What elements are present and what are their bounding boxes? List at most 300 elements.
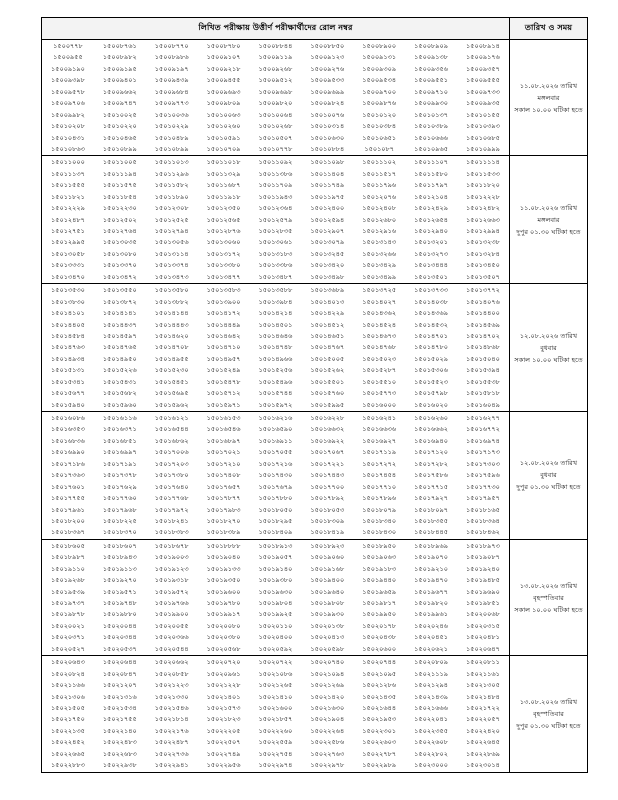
roll-number-row bbox=[42, 169, 509, 180]
roll-number-row bbox=[42, 308, 509, 319]
roll-number: ১৫০১৮২০০ bbox=[51, 516, 85, 525]
roll-number: ১৫০১৮৯৬৯ bbox=[414, 541, 448, 550]
roll-number: ১৫০১৪০২৭ bbox=[362, 297, 397, 306]
roll-number: ১৫০১৯৩৮০ bbox=[258, 576, 293, 585]
roll-number: ১৫০২১৬৩০ bbox=[310, 703, 345, 712]
roll-number: ১৫০২১২০৭ bbox=[102, 681, 137, 690]
roll-number: ১৫০১৪৭০৮ bbox=[154, 343, 189, 352]
session-day: বুধবার bbox=[540, 471, 557, 480]
roll-number: ১৫০১১৮৯০ bbox=[154, 192, 189, 201]
roll-number: ১৫০১৮০৫০ bbox=[258, 505, 293, 514]
roll-number: ১৫০১৮৩৮৩ bbox=[154, 528, 189, 537]
roll-number: ১৫০১২৩৬৪ bbox=[258, 204, 293, 213]
roll-number: ১৫০২২১৩৫ bbox=[51, 726, 85, 735]
roll-number: ১৫০১৪৮৬৮ bbox=[466, 343, 500, 352]
roll-number: ১৫০১২৯৯৫ bbox=[51, 238, 85, 247]
roll-number-row bbox=[42, 144, 509, 155]
roll-number: ১৫০১৫৯৬০ bbox=[102, 400, 137, 409]
roll-number: ১৫০১৬৬৩৬ bbox=[362, 425, 397, 434]
roll-number: ১৫০১৩২৪৫ bbox=[310, 249, 345, 258]
roll-number: ১৫০১৩৫০১ bbox=[414, 272, 448, 281]
roll-number: ১৫০১৪৪০৫ bbox=[51, 320, 85, 329]
roll-number: ১৫০১৬৫৪৬ bbox=[206, 425, 241, 434]
roll-number: ১৫০১৫২৮৭ bbox=[362, 366, 397, 375]
roll-number: ১৫০১৯৯৩০ bbox=[310, 610, 345, 619]
session-row bbox=[42, 156, 588, 284]
roll-number: ১৫০১৪৭৬৮ bbox=[362, 343, 397, 352]
roll-number: ১৫০২০০৬৮ bbox=[466, 610, 500, 619]
roll-number: ১৫০১৩১৮৩ bbox=[258, 249, 293, 258]
roll-number: ১৫০২২৩০১ bbox=[362, 726, 397, 735]
roll-number: ১৫০১৫৬৯৫ bbox=[154, 389, 189, 398]
session-date: ১১.০৮.২০২৬ তারিখ bbox=[519, 81, 578, 90]
roll-number-row bbox=[42, 669, 509, 680]
roll-number: ১৫০২২৯৪১ bbox=[154, 761, 189, 770]
roll-number: ১৫০১৭৪৩০ bbox=[258, 471, 293, 480]
roll-number: ১৫০১৬৫৪৪ bbox=[154, 425, 189, 434]
roll-number: ১৫০২০৩৮০ bbox=[206, 633, 241, 642]
roll-number: ১৫০১৩১৭২ bbox=[206, 249, 241, 258]
roll-number-row bbox=[42, 632, 509, 643]
roll-number-row bbox=[42, 87, 509, 98]
roll-number: ১৫০০৯১১৯ bbox=[258, 53, 293, 62]
roll-number: ১৫০১০১২০ bbox=[362, 110, 397, 119]
roll-number: ১৫০১৯৩৫০ bbox=[206, 576, 241, 585]
roll-number: ১৫০১৯১৪০ bbox=[258, 564, 293, 573]
roll-number: ১৫০১০৯৬৫ bbox=[414, 144, 448, 153]
roll-number: ১৫০১৮৯৭৩ bbox=[466, 541, 500, 550]
roll-number: ১৫০১৭৭১৫ bbox=[414, 482, 448, 491]
roll-number: ১৫০১৯১২৩ bbox=[154, 564, 189, 573]
roll-number: ১৫০১৩১৪৩ bbox=[362, 238, 397, 247]
roll-number-row bbox=[42, 516, 509, 527]
roll-number: ১৫০১৭০০৬ bbox=[154, 448, 189, 457]
roll-number: ১৫০১০০৬৩ bbox=[206, 110, 241, 119]
roll-number: ১৫০১৯৯২৫ bbox=[258, 610, 293, 619]
roll-number: ১৫০১০৩৮৯ bbox=[414, 122, 448, 131]
roll-number: ১৫০১৪৯৫০ bbox=[102, 354, 137, 363]
roll-number: ১৫০২০৪৩৮ bbox=[362, 633, 397, 642]
roll-number: ১৫০১৮৮৮৮ bbox=[206, 541, 241, 550]
roll-number: ১৫০১৪৫০১ bbox=[258, 320, 293, 329]
roll-number: ১৫০১৪১৪৪ bbox=[154, 309, 189, 318]
session-day: মঙ্গলবার bbox=[537, 215, 560, 224]
roll-number: ১৫০০৯৮২৪ bbox=[310, 99, 345, 108]
roll-number: ১৫০১০০৭৬ bbox=[310, 110, 345, 119]
roll-number: ১৫০২০৮৫৮ bbox=[154, 669, 189, 678]
roll-number-row bbox=[42, 365, 509, 376]
roll-number: ১৫০২০৭২২ bbox=[258, 658, 293, 667]
roll-number: ১৫০১৫৪৫১ bbox=[154, 377, 189, 386]
roll-number: ১৫০০৯৭০০ bbox=[362, 87, 397, 96]
roll-number: ১৫০১৩৯০০ bbox=[206, 297, 241, 306]
roll-number: ১৫০১৪৭০১ bbox=[414, 331, 448, 340]
roll-number-row bbox=[42, 388, 509, 399]
roll-number: ১৫০১৫৯৭১ bbox=[206, 400, 241, 409]
roll-number: ১৫০২০৭৪৪ bbox=[362, 658, 397, 667]
roll-number: ১৫০২১৩০৬ bbox=[51, 692, 85, 701]
roll-number: ১৫০১৫৬৭৭ bbox=[51, 389, 85, 398]
roll-number: ১৫০১৯৭৩৭ bbox=[51, 599, 85, 607]
roll-number: ১৫০১৭৮৭৭ bbox=[206, 494, 241, 503]
roll-number: ১৫০২২৭৫৪ bbox=[258, 749, 293, 758]
roll-number: ১৫০১৭৩৭৮ bbox=[102, 471, 137, 480]
roll-number: ১৫০২১৪৩৫ bbox=[362, 692, 397, 701]
roll-number: ১৫০২২৭৮৭ bbox=[362, 749, 397, 758]
roll-number: ১৫০১২৭৯৪ bbox=[154, 227, 189, 235]
roll-number: ১৫০১৫২৫৬ bbox=[258, 366, 293, 375]
roll-number: ১৫০১০২২০ bbox=[102, 122, 137, 131]
roll-number: ১৫০২১৮২৩ bbox=[206, 715, 241, 724]
roll-number: ১৫০১৭৮৯৬ bbox=[362, 494, 397, 503]
roll-number: ১৫০০৯৫৫৫ bbox=[466, 76, 500, 85]
roll-number: ১৫০১৭৯৮৩ bbox=[206, 505, 241, 514]
roll-number: ১৫০২০৭৪০ bbox=[310, 658, 345, 667]
roll-number: ১৫০১৪৯৫৭ bbox=[206, 354, 241, 363]
roll-number: ১৫০২০৪৮১ bbox=[466, 633, 500, 642]
roll-number: ১৫০১৩৩৭৪ bbox=[154, 261, 189, 270]
roll-number: ১৫০০৮৭৬১ bbox=[102, 42, 137, 50]
session-day: বৃহস্পতিবার bbox=[533, 593, 564, 602]
session-time: সকাল ১০.০০ ঘটিকা হতে bbox=[514, 355, 583, 364]
roll-number: ১৫০১১৫৮২ bbox=[154, 181, 189, 190]
session-time: দুপুর ০১.৩০ ঘটিকা হতে bbox=[516, 721, 581, 730]
roll-number-row bbox=[42, 692, 509, 703]
roll-number: ১৫০১৬২৬০ bbox=[414, 414, 448, 422]
roll-number: ১৫০১৩৪৭৭ bbox=[206, 272, 241, 281]
roll-number: ১৫০১৯১৩৩ bbox=[206, 564, 241, 573]
roll-number: ১৫০০৯৫১২ bbox=[258, 76, 293, 85]
session-day: বৃহস্পতিবার bbox=[533, 709, 564, 718]
roll-number: ১৫০২১৯৫৩ bbox=[362, 715, 397, 724]
roll-number: ১৫০২১২২৩ bbox=[154, 681, 189, 690]
roll-number: ১৫০১৬৯৯৭ bbox=[102, 448, 137, 457]
roll-number: ১৫০১১০৯৮ bbox=[310, 158, 345, 167]
roll-number-row bbox=[42, 98, 509, 109]
roll-number: ১৫০১৪১৭২ bbox=[206, 309, 241, 318]
roll-number: ১৫০২১৬৬৬ bbox=[414, 703, 448, 712]
roll-number: ১৫০১৮৯১৩ bbox=[258, 541, 293, 550]
roll-number-row bbox=[42, 400, 509, 411]
roll-number: ১৫০২১১৬৬ bbox=[51, 681, 85, 690]
roll-number: ১৫০১৫৩৪১ bbox=[51, 377, 85, 386]
roll-number: ১৫০১৪০১৩ bbox=[310, 297, 345, 306]
roll-number: ১৫০২১৪৮৪ bbox=[466, 692, 500, 701]
roll-number: ১৫০২১৪০১ bbox=[206, 692, 241, 701]
roll-number: ১৫০১৩৪৭৩ bbox=[154, 272, 189, 281]
roll-number: ১৫০২০১১০ bbox=[258, 621, 293, 630]
roll-number: ১৫০০৯৭৩৩ bbox=[466, 87, 500, 96]
roll-number: ১৫০০৯৮৭৬ bbox=[362, 99, 397, 108]
roll-number: ১৫০১৯৭৬৬ bbox=[154, 599, 189, 607]
roll-number: ১৫০১৯০৬৩ bbox=[362, 553, 397, 562]
roll-number: ১৫০১০৪৩১ bbox=[51, 133, 85, 142]
roll-number-row bbox=[42, 714, 509, 725]
roll-number: ১৫০১৭৭১০ bbox=[362, 482, 397, 491]
session-day: বুধবার bbox=[540, 343, 557, 352]
roll-number: ১৫০২২৪৮৩ bbox=[102, 738, 137, 747]
roll-number: ১৫০১৬২১৬ bbox=[258, 414, 293, 422]
roll-number: ১৫০০৯১৯০ bbox=[51, 64, 85, 73]
roll-number: ১৫০১৪৫২৪ bbox=[362, 320, 397, 329]
roll-number: ১৫০১৭৩৬৩ bbox=[51, 471, 85, 480]
roll-number: ১৫০১৯৫৭২ bbox=[154, 587, 189, 596]
roll-number: ১৫০১৬৯৪০ bbox=[414, 436, 448, 445]
roll-number: ১৫০১৭৩০৩ bbox=[466, 459, 500, 468]
session-day: মঙ্গলবার bbox=[537, 93, 560, 102]
roll-number: ১৫০২০০৮০ bbox=[206, 621, 241, 630]
roll-number: ১৫০১৪৯৫৫ bbox=[154, 354, 189, 363]
roll-number: ১৫০১৯১১৩ bbox=[102, 564, 137, 573]
roll-number: ১৫০১৮৪১৯ bbox=[310, 528, 345, 537]
roll-number: ১৫০১৯৪০০ bbox=[310, 576, 345, 585]
roll-number: ১৫০১৩৩৩১ bbox=[51, 261, 85, 270]
roll-number: ১৫০১৯৪৭০ bbox=[414, 576, 448, 585]
roll-number: ১৫০১৮৩৬৭ bbox=[51, 528, 85, 537]
roll-number-row bbox=[42, 703, 509, 714]
roll-number: ১৫০১৪২২৯ bbox=[310, 309, 345, 318]
roll-number: ১৫০১৫০৪০ bbox=[466, 354, 500, 363]
roll-number: ১৫০১৯৬৭৭ bbox=[414, 587, 448, 596]
roll-number: ১৫০১১৭৯৭ bbox=[414, 181, 448, 190]
roll-number: ১৫০১৭৭০০ bbox=[310, 482, 345, 491]
roll-number-row bbox=[42, 621, 509, 632]
roll-number: ১৫০১৯২১০ bbox=[414, 564, 448, 573]
roll-number: ১৫০২২৭৩৬ bbox=[154, 749, 189, 758]
roll-number: ১৫০১৩৪২৯ bbox=[362, 261, 397, 270]
roll-number-row bbox=[42, 272, 509, 283]
roll-number: ১৫০১৫৪৯৬ bbox=[258, 377, 293, 386]
roll-number: ১৫০২০৪৫১ bbox=[414, 633, 448, 642]
roll-number: ১৫০২২৬৪৫ bbox=[466, 738, 500, 747]
roll-number: ১৫০১৯৮০৪ bbox=[258, 599, 293, 607]
roll-number: ১৫০১৯৮২০ bbox=[414, 599, 448, 607]
roll-number-row bbox=[42, 121, 509, 132]
roll-number: ১৫০১০২২৯ bbox=[154, 122, 189, 131]
roll-number: ১৫০১৭২৭২ bbox=[362, 459, 397, 468]
roll-number: ১৫০১৩৯৮৪ bbox=[258, 297, 293, 306]
roll-number: ১৫০১৮৩০৯ bbox=[310, 516, 345, 525]
roll-number-row bbox=[42, 331, 509, 342]
roll-number: ১৫০১৪৬৭৩ bbox=[362, 331, 397, 340]
roll-number-row bbox=[42, 680, 509, 691]
roll-number: ১৫০১৬১১৬ bbox=[102, 414, 137, 422]
roll-number: ১৫০১১৭০৯ bbox=[258, 181, 293, 190]
roll-number: ১৫০১৩৬৮৯ bbox=[310, 286, 345, 295]
roll-number: ১৫০১০৪৬৫ bbox=[102, 133, 137, 142]
roll-number: ১৫০১১৫৭৫ bbox=[102, 181, 137, 190]
roll-number: ১৫০১৯০৬০ bbox=[310, 553, 345, 562]
roll-number: ১৫০১২২২৯ bbox=[51, 204, 85, 213]
roll-number: ১৫০২১০৯৪ bbox=[310, 669, 345, 678]
roll-number-row bbox=[42, 203, 509, 214]
roll-number-row bbox=[42, 260, 509, 271]
roll-number-cell bbox=[42, 40, 510, 156]
roll-number: ১৫০১৩০৫৬ bbox=[154, 238, 189, 247]
roll-number: ১৫০০৮৮৪৪ bbox=[258, 42, 293, 50]
roll-number: ১৫০২০৮৪৭ bbox=[102, 669, 137, 678]
roll-number: ১৫০১৩৮৩০ bbox=[51, 297, 85, 306]
roll-number: ১৫০১৩৫৮৮ bbox=[258, 286, 293, 295]
roll-number: ১৫০১২৬৮০ bbox=[362, 215, 397, 224]
roll-number: ১৫০১২৪০০ bbox=[310, 204, 345, 213]
roll-number: ১৫০১৪৫৩২ bbox=[414, 320, 448, 329]
roll-number: ১৫০১০৭৭৮ bbox=[258, 144, 293, 153]
roll-number: ১৫০১৮০৯৭ bbox=[414, 505, 448, 514]
roll-number: ১৫০১৯৯০০ bbox=[154, 610, 189, 619]
roll-number: ১৫০১৯৯৬১ bbox=[414, 610, 448, 619]
roll-number: ১৫০১৬৯৯০ bbox=[51, 448, 85, 457]
roll-number: ১৫০১৯১১০ bbox=[51, 564, 85, 573]
roll-number-row bbox=[42, 226, 509, 237]
roll-number: ১৫০১৫৩০৬ bbox=[414, 366, 448, 375]
roll-number: ১৫০২১২৯৪ bbox=[414, 681, 448, 690]
roll-number: ১৫০১৪৭১০ bbox=[206, 343, 241, 352]
roll-number: ১৫০১৪৪০০ bbox=[466, 309, 500, 318]
roll-number: ১৫০২০৫২৭ bbox=[51, 644, 85, 653]
roll-number: ১৫০২১০৯৫ bbox=[362, 669, 397, 678]
roll-number: ১৫০১০৫৯১ bbox=[206, 133, 241, 142]
roll-number: ১৫০১২৪৮২ bbox=[466, 204, 500, 213]
roll-number: ১৫০১২৩৫০ bbox=[206, 204, 241, 213]
roll-number: ১৫০১১১১৪ bbox=[466, 158, 500, 167]
roll-number: ১৫০১২৯৯৪ bbox=[466, 227, 500, 235]
roll-number: ১৫০১২৫৬৫ bbox=[206, 215, 241, 224]
session-date: ১২.০৮.২০২৬ তারিখ bbox=[519, 331, 578, 340]
roll-number: ১৫০১৩৪৫০ bbox=[466, 261, 500, 270]
roll-number: ১৫০২১৭৫০ bbox=[51, 715, 85, 724]
roll-number: ১৫০০৯৯৩৫ bbox=[466, 99, 500, 108]
roll-number: ১৫০২২৮০২ bbox=[414, 749, 448, 758]
roll-number: ১৫০১৬৯২৭ bbox=[362, 436, 397, 445]
roll-number: ১৫০১১১০২ bbox=[362, 158, 397, 167]
roll-number: ১৫০১১৭৯৬ bbox=[362, 181, 397, 190]
roll-number: ১৫০১৭৩৮০ bbox=[154, 471, 189, 480]
roll-number: ১৫০১১৫৫৫ bbox=[51, 181, 85, 190]
roll-number: ১৫০১৩৫৮৩ bbox=[206, 286, 241, 295]
roll-number: ১৫০১০৬৫১ bbox=[362, 133, 397, 142]
roll-number: ১৫০১০৯৯৯ bbox=[466, 144, 500, 153]
roll-number: ১৫০২২৫৮৬ bbox=[310, 738, 345, 747]
roll-number: ১৫০০৯৩৫৬ bbox=[414, 64, 448, 73]
roll-number: ১৫০১৭১২০ bbox=[414, 448, 448, 457]
roll-number: ১৫০১২৯০৭ bbox=[310, 227, 345, 235]
roll-number: ১৫০১৭০৫৫ bbox=[258, 448, 293, 457]
roll-number: ১৫০২১৫৪৬ bbox=[154, 703, 189, 712]
roll-number: ১৫০০৯১০৭ bbox=[206, 53, 241, 62]
roll-number: ১৫০১৮৪৪৫ bbox=[414, 528, 448, 537]
session-time: দুপুর ০১.৩০ ঘটিকা হতে bbox=[516, 483, 581, 492]
roll-number: ১৫০১৪১০১ bbox=[51, 309, 85, 318]
roll-number: ১৫০১১৫৮০ bbox=[414, 169, 448, 178]
roll-number: ১৫০১৩১১৪ bbox=[154, 249, 189, 258]
roll-number-row bbox=[42, 377, 509, 388]
roll-number: ১৫০০৮৭৮০ bbox=[206, 42, 241, 50]
roll-number: ১৫০২০৩৪৪ bbox=[102, 633, 137, 642]
roll-number: ১৫০১৩৪৯৮ bbox=[310, 272, 345, 281]
roll-number-row bbox=[42, 354, 509, 365]
roll-number: ১৫০০৯৩৫৭ bbox=[466, 64, 500, 73]
roll-number: ১৫০২০৫৯৮ bbox=[310, 644, 345, 653]
roll-number-cell bbox=[42, 539, 510, 655]
roll-number: ১৫০০৯৫৭৮ bbox=[51, 87, 85, 96]
roll-number: ১৫০২০৯৬১ bbox=[206, 669, 241, 678]
roll-number: ১৫০১৩২৩৮ bbox=[466, 238, 500, 247]
roll-number: ১৫০২০০৫৫ bbox=[154, 621, 189, 630]
roll-number: ১৫০১৫২২৬ bbox=[102, 366, 137, 375]
roll-number: ১৫০১৯৬৩০ bbox=[258, 587, 293, 596]
roll-number: ১৫০১৯৮০৮ bbox=[310, 599, 345, 607]
roll-number: ১৫০১৮৬০৫ bbox=[51, 541, 85, 550]
roll-number: ১৫০১২৩০৮ bbox=[154, 204, 189, 213]
roll-number: ১৫০২২৩৫৫ bbox=[414, 726, 448, 735]
roll-number: ১৫০১৬৯২২ bbox=[310, 436, 345, 445]
roll-number: ১৫০১২২৩০ bbox=[102, 204, 137, 213]
roll-number: ১৫০০৯৪৫৫ bbox=[206, 76, 241, 85]
roll-number-row bbox=[42, 215, 509, 226]
roll-number: ১৫০০৯৬৯৯ bbox=[310, 87, 345, 96]
roll-number: ১৫০১১৪০৪ bbox=[310, 169, 345, 178]
roll-number: ১৫০১৯৩১৮ bbox=[154, 576, 189, 585]
roll-number: ১৫০২০৪১৩ bbox=[310, 633, 345, 642]
roll-number: ১৫০১৯৮৮০ bbox=[102, 610, 137, 619]
roll-number: ১৫০১৬০৮৬ bbox=[51, 414, 85, 422]
roll-number-row bbox=[42, 64, 509, 75]
roll-number: ১৫০২২২৬৪ bbox=[310, 726, 345, 735]
roll-number: ১৫০১০৫০৭ bbox=[258, 133, 293, 142]
roll-number: ১৫০২১৮৫৭ bbox=[258, 715, 293, 724]
roll-number: ১৫০১৯৬৯০ bbox=[466, 587, 500, 596]
roll-number: ১৫০১৩৭২৫ bbox=[362, 286, 397, 295]
roll-number: ১৫০১৬২৪১ bbox=[362, 414, 397, 422]
roll-number: ১৫০১৯২৭০ bbox=[102, 576, 137, 585]
roll-number: ১৫০১০৮৮৪ bbox=[310, 144, 345, 153]
roll-number: ১৫০১৬৮৬২ bbox=[154, 436, 189, 445]
roll-number: ১৫০২২৬৮৩ bbox=[102, 749, 137, 758]
roll-number-row bbox=[42, 587, 509, 598]
roll-number: ১৫০২২৫৫৯ bbox=[258, 738, 293, 747]
roll-number: ১৫০১২৫৭৯ bbox=[258, 215, 293, 224]
roll-number-row bbox=[42, 413, 509, 424]
roll-number: ১৫০১২৮৭৬ bbox=[206, 227, 241, 235]
roll-number: ১৫০০৯৭০৬ bbox=[51, 99, 85, 108]
roll-number: ১৫০১৪১৪১ bbox=[102, 309, 137, 318]
roll-number: ১৫০১৯৫৩৯ bbox=[51, 587, 85, 596]
roll-number: ১৫০১২৮৩৫ bbox=[258, 227, 293, 235]
roll-number: ১৫০১৮৯৪৩ bbox=[102, 553, 137, 562]
roll-number: ১৫০১৯১৮৩ bbox=[362, 564, 397, 573]
roll-number: ১৫০২১৭৫৫ bbox=[102, 715, 137, 724]
roll-number-row bbox=[42, 749, 509, 760]
roll-number: ১৫০২২৪২০ bbox=[466, 726, 500, 735]
roll-number-row bbox=[42, 110, 509, 121]
roll-number: ১৫০১৫০০৫ bbox=[310, 354, 345, 363]
roll-number: ১৫০১৯৮১৭ bbox=[362, 599, 397, 607]
roll-number: ১৫০১৪৩৬২ bbox=[362, 309, 397, 318]
roll-number: ১৫০১৪৭৬৩ bbox=[51, 343, 85, 352]
roll-number: ১৫০২২৭৬৩ bbox=[310, 749, 345, 758]
roll-number-row bbox=[42, 157, 509, 168]
session-date: ১১.০৮.২০২৬ তারিখ bbox=[519, 203, 578, 212]
roll-number: ১৫০১১৯৭৫ bbox=[310, 192, 345, 201]
roll-numbers-header: লিখিত পরীক্ষায় উত্তীর্ণ পরীক্ষার্থীদের রোল নম্বর bbox=[42, 18, 510, 40]
roll-number: ১৫০১০৬৩০ bbox=[310, 133, 345, 142]
session-time: সকাল ১০.০০ ঘটিকা হতে bbox=[514, 605, 583, 614]
roll-number: ১৫০১৪০৭৬ bbox=[466, 297, 500, 306]
roll-number-row bbox=[42, 657, 509, 668]
roll-number-row bbox=[42, 342, 509, 353]
roll-number-row bbox=[42, 505, 509, 516]
